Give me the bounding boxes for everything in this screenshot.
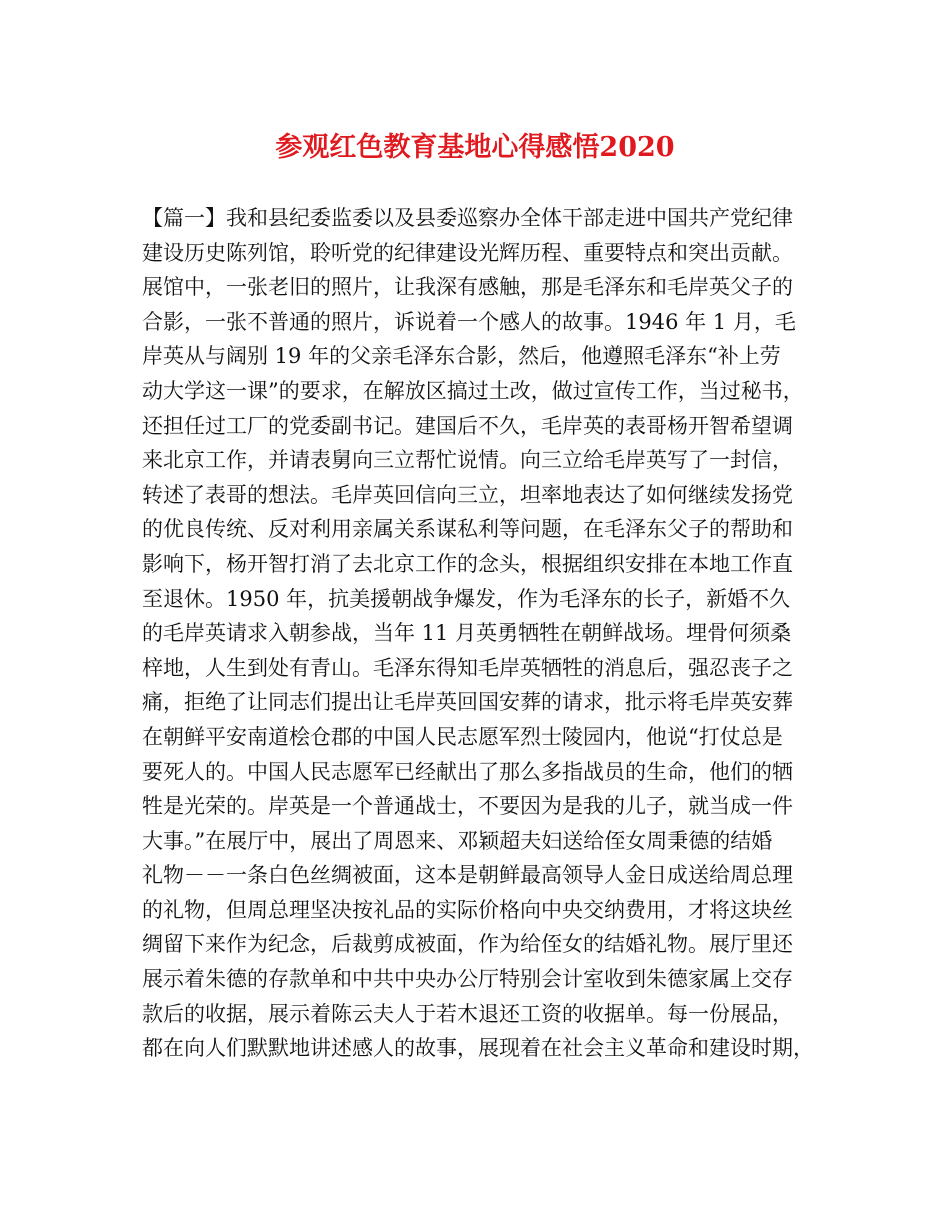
paragraph-line: 动大学这一课”的要求，在解放区搞过土改，做过宣传工作，当过秘书， [142, 378, 804, 403]
paragraph-line: 礼物－－一条白色丝绸被面，这本是朝鲜最高领导人金日成送给周总理 [142, 863, 793, 888]
paragraph-line: 展示着朱德的存款单和中共中央办公厅特别会计室收到朱德家属上交存 [142, 967, 793, 992]
paragraph-line: 岸英从与阔别 19 年的父亲毛泽东合影，然后，他遵照毛泽东“补上劳 [142, 344, 781, 369]
paragraph-line: 的优良传统、反对利用亲属关系谋私利等问题，在毛泽东父子的帮助和 [142, 517, 793, 542]
paragraph-line: 在朝鲜平安南道桧仓郡的中国人民志愿军烈士陵园内，他说“打仗总是 [142, 724, 783, 749]
paragraph-line: 要死人的。中国人民志愿军已经献出了那么多指战员的生命，他们的牺 [142, 759, 793, 784]
paragraph-line: 痛，拒绝了让同志们提出让毛岸英回国安葬的请求，批示将毛岸英安葬 [142, 690, 793, 715]
paragraph-line: 大事。”在展厅中，展出了周恩来、邓颖超夫妇送给侄女周秉德的结婚 [142, 828, 773, 853]
paragraph-line: 建设历史陈列馆，聆听党的纪律建设光辉历程、重要特点和突出贡献。 [142, 240, 793, 265]
paragraph-line: 款后的收据，展示着陈云夫人于若木退还工资的收据单。每一份展品， [142, 1001, 793, 1026]
paragraph-line: 【篇一】我和县纪委监委以及县委巡察办全体干部走进中国共产党纪律 [142, 206, 793, 230]
paragraph-line: 影响下，杨开智打消了去北京工作的念头，根据组织安排在本地工作直 [142, 551, 793, 576]
paragraph-line: 展馆中，一张老旧的照片，让我深有感触，那是毛泽东和毛岸英父子的 [142, 275, 793, 300]
paragraph-line: 的礼物，但周总理坚决按礼品的实际价格向中央交纳费用，才将这块丝 [142, 897, 793, 922]
paragraph-line: 的毛岸英请求入朝参战，当年 11 月英勇牺牲在朝鲜战场。埋骨何须桑 [142, 621, 792, 646]
paragraph-line: 还担任过工厂的党委副书记。建国后不久，毛岸英的表哥杨开智希望调 [142, 413, 793, 438]
paragraph-line: 转述了表哥的想法。毛岸英回信向三立，坦率地表达了如何继续发扬党 [142, 482, 793, 507]
document-title: 参观红色教育基地心得感悟2020 [275, 132, 675, 163]
paragraph-line: 牲是光荣的。岸英是一个普通战士，不要因为是我的儿子，就当成一件 [142, 794, 793, 819]
paragraph-line: 梓地，人生到处有青山。毛泽东得知毛岸英牺牲的消息后，强忍丧子之 [142, 655, 793, 680]
body-paragraph [142, 201, 822, 1066]
paragraph-line: 至退休。1950 年，抗美援朝战争爆发，作为毛泽东的长子，新婚不久 [142, 586, 791, 611]
paragraph-line: 合影，一张不普通的照片，诉说着一个感人的故事。1946 年 1 月，毛 [142, 309, 796, 334]
paragraph-line: 来北京工作，并请表舅向三立帮忙说情。向三立给毛岸英写了一封信， [142, 448, 793, 473]
paragraph-line: 绸留下来作为纪念，后裁剪成被面，作为给侄女的结婚礼物。展厅里还 [142, 932, 793, 957]
paragraph-line: 都在向人们默默地讲述感人的故事，展现着在社会主义革命和建设时期， [142, 1036, 814, 1061]
